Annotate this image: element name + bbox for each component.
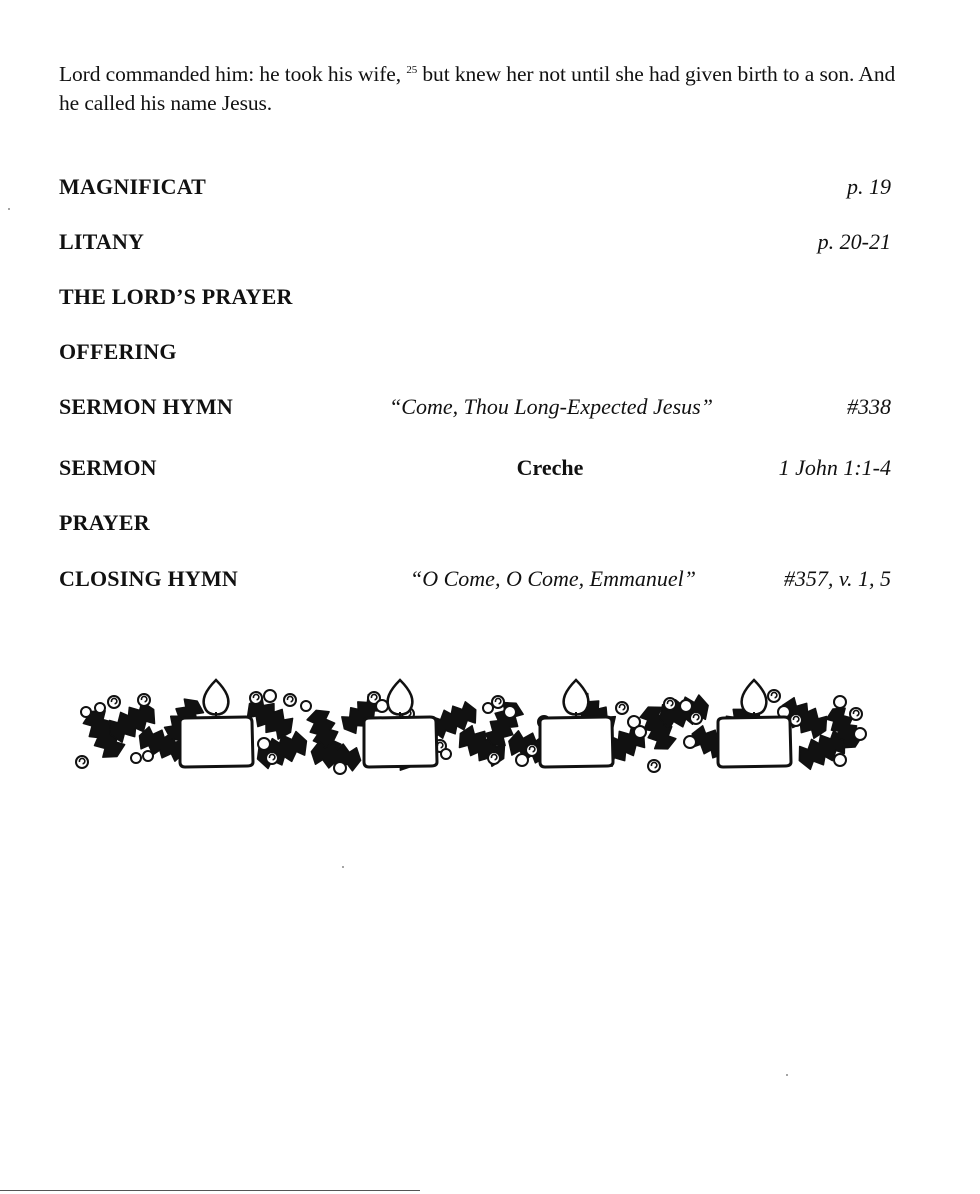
holly-berry — [131, 753, 141, 763]
holly-berry — [95, 703, 105, 713]
service-item-label: SERMON HYMN — [59, 394, 233, 419]
candle-body — [364, 717, 437, 767]
service-item-lords-prayer — [59, 284, 891, 316]
service-item-reference: p. 20-21 — [817, 229, 891, 254]
candle-flame — [388, 680, 413, 715]
service-item-sermon-hymn — [59, 394, 891, 426]
sermon-scripture-reference: 1 John 1:1-4 — [778, 455, 891, 480]
holly-berry — [516, 754, 528, 766]
holly-berry — [264, 690, 276, 702]
service-item-label: SERMON — [59, 455, 157, 480]
holly-berry — [301, 701, 311, 711]
service-item-offering — [59, 339, 891, 371]
holly-berry — [143, 751, 153, 761]
hymn-title: “Come, Thou Long-Expected Jesus” — [389, 394, 713, 419]
service-item-reference: p. 19 — [847, 174, 891, 199]
scan-speck — [786, 1074, 788, 1076]
service-item-prayer — [59, 510, 891, 542]
scan-speck — [342, 866, 344, 868]
holly-berry — [441, 749, 451, 759]
service-item-magnificat — [59, 174, 891, 206]
holly-berry — [81, 707, 91, 717]
candle-body — [718, 717, 791, 767]
holly-berry — [684, 736, 696, 748]
scripture-text-after: but knew her not until she had given birth to a son. And he called his name Jesus. — [59, 62, 896, 115]
service-item-litany — [59, 229, 891, 261]
candle-flame — [564, 680, 589, 715]
verse-number: 25 — [406, 64, 418, 76]
scan-edge-line — [0, 1190, 420, 1191]
holly-berry — [504, 706, 516, 718]
holly-berry — [376, 700, 388, 712]
service-item-label: MAGNIFICAT — [59, 174, 207, 199]
candle-body — [540, 717, 613, 767]
holly-berry — [854, 728, 866, 740]
candle — [540, 680, 613, 767]
candle — [180, 680, 253, 767]
holly-berry — [834, 754, 846, 766]
holly-berry — [680, 700, 692, 712]
scripture-passage — [59, 60, 919, 118]
advent-candles-holly-border-icon — [74, 672, 874, 782]
holly-berry — [634, 726, 646, 738]
candle-body — [180, 717, 253, 767]
service-item-label: PRAYER — [59, 510, 150, 535]
service-item-sermon — [59, 455, 891, 487]
scan-speck — [8, 208, 10, 210]
holly-berry — [258, 738, 270, 750]
service-item-closing-hymn — [59, 566, 891, 598]
service-item-label: CLOSING HYMN — [59, 566, 239, 591]
service-item-label: LITANY — [59, 229, 145, 254]
candle-flame — [204, 680, 229, 715]
holly-berry — [334, 762, 346, 774]
holly-berry — [834, 696, 846, 708]
hymn-title: “O Come, O Come, Emmanuel” — [410, 566, 696, 591]
hymn-number: #338 — [847, 394, 891, 419]
service-item-label: OFFERING — [59, 339, 177, 364]
scripture-text-before: Lord commanded him: he took his wife, — [59, 62, 407, 86]
sermon-title: Creche — [516, 455, 584, 480]
hymn-number: #357, v. 1, 5 — [783, 566, 891, 591]
service-item-label: THE LORD’S PRAYER — [59, 284, 293, 309]
candle-flame — [742, 680, 767, 715]
